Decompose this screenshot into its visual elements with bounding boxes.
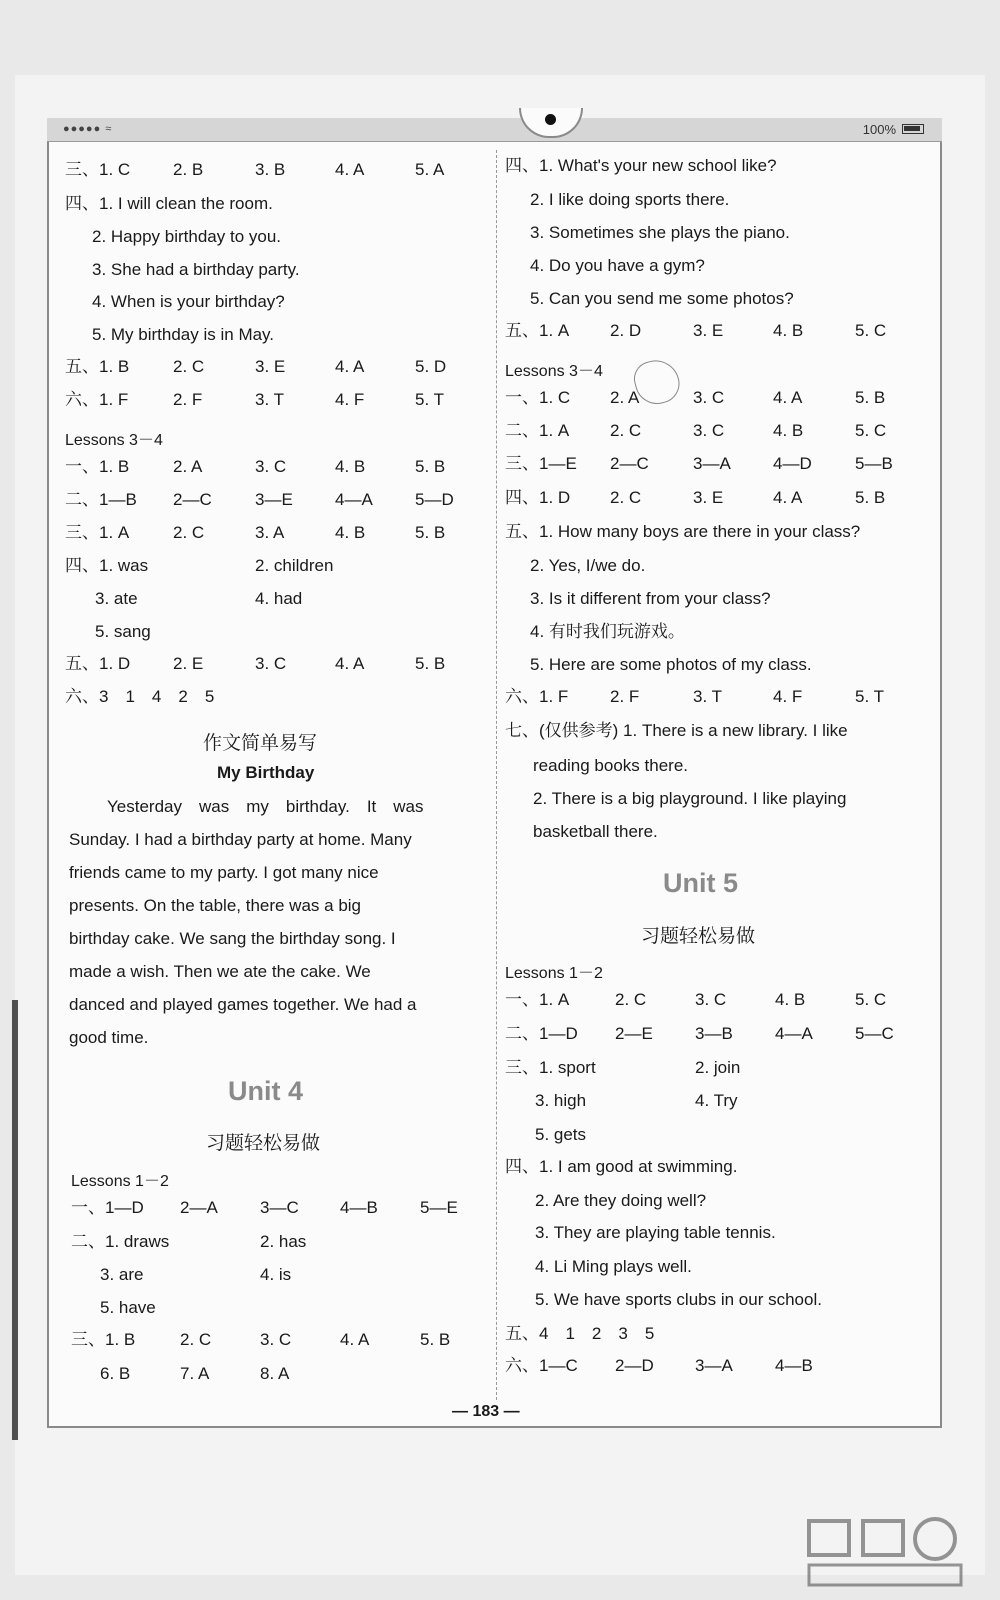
answer-line: 2. I like doing sports there. [530, 190, 730, 209]
essay-paragraph [69, 790, 469, 1054]
essay-line: friends came to my party. I got many nice [69, 863, 379, 882]
lessons-label: Lessons 3－4 [505, 363, 603, 380]
battery-percentage: 100% [862, 122, 896, 137]
answer-line: 5. sang [95, 622, 151, 641]
answer-line: 4. Do you have a gym? [530, 256, 705, 275]
camera-icon [545, 114, 556, 125]
status-bar [47, 118, 942, 142]
answer-line: 四、1. I will clean the room. [65, 194, 273, 213]
answer-line: 3. They are playing table tennis. [535, 1223, 776, 1242]
signal-wifi-icon: ●●●●● ≈ [63, 123, 113, 135]
answer-line: 4. 有时我们玩游戏。 [530, 622, 685, 641]
answer-line: 5. Can you send me some photos? [530, 289, 794, 308]
essay-line: danced and played games together. We had a [69, 995, 417, 1014]
tablet-frame [47, 118, 942, 1428]
column-divider [496, 150, 498, 1400]
page-number: — 183 — [452, 1403, 520, 1420]
answer-line: 5. Here are some photos of my class. [530, 655, 812, 674]
answer-line: 3. Is it different from your class? [530, 589, 771, 608]
answer-line: 3. Sometimes she plays the piano. [530, 223, 790, 242]
answer-line: 4. Li Ming plays well. [535, 1257, 692, 1276]
essay-line: made a wish. Then we ate the cake. We [69, 962, 371, 981]
answer-line: 5. We have sports clubs in our school. [535, 1290, 822, 1309]
essay-line: Sunday. I had a birthday party at home. Many [69, 830, 412, 849]
unit-title: Unit 5 [663, 868, 739, 898]
essay-line: Yesterday was my birthday. It was [107, 797, 424, 816]
camera-notch [519, 108, 583, 138]
essay-line: birthday cake. We sang the birthday song. I [69, 929, 396, 948]
answer-line: 2. Yes, I/we do. [530, 556, 646, 575]
section-heading: 习题轻松易做 [206, 1133, 321, 1154]
scan-edge-mark [12, 1000, 18, 1440]
answer-line: 六、3 1 4 2 5 [65, 687, 215, 706]
answer-line: 4. When is your birthday? [92, 292, 285, 311]
essay-line: presents. On the table, there was a big [69, 896, 362, 915]
answer-line: 5. My birthday is in May. [92, 325, 275, 344]
battery-icon [902, 124, 924, 134]
answer-line: 四、1. What's your new school like? [505, 156, 777, 175]
unit-title: Unit 4 [228, 1076, 304, 1106]
lessons-label: Lessons 1－2 [71, 1173, 169, 1190]
answer-line: 五、1. How many boys are there in your class? [505, 522, 861, 541]
answer-line: 5. gets [535, 1125, 587, 1144]
essay-line: good time. [69, 1028, 149, 1047]
essay-title: My Birthday [217, 763, 315, 782]
section-heading: 习题轻松易做 [641, 926, 756, 947]
answer-line: 四、1. I am good at swimming. [505, 1157, 738, 1176]
essay-section-heading: 作文简单易写 [203, 733, 318, 754]
watermark-logo [805, 1515, 965, 1590]
answer-line: 2. Are they doing well? [535, 1191, 707, 1210]
answer-line: 5. have [100, 1298, 156, 1317]
lessons-label: Lessons 3－4 [65, 432, 163, 449]
answer-line: 3. She had a birthday party. [92, 260, 300, 279]
answer-line: 2. Happy birthday to you. [92, 227, 282, 246]
answer-line: reading books there. [533, 756, 688, 775]
lessons-label: Lessons 1－2 [505, 965, 603, 982]
answer-line: 五、4 1 2 3 5 [505, 1324, 655, 1343]
answer-line: basketball there. [533, 822, 658, 841]
answer-line: 七、(仅供参考) 1. There is a new library. I like [505, 721, 848, 740]
answer-line: 2. There is a big playground. I like playing [533, 789, 847, 808]
